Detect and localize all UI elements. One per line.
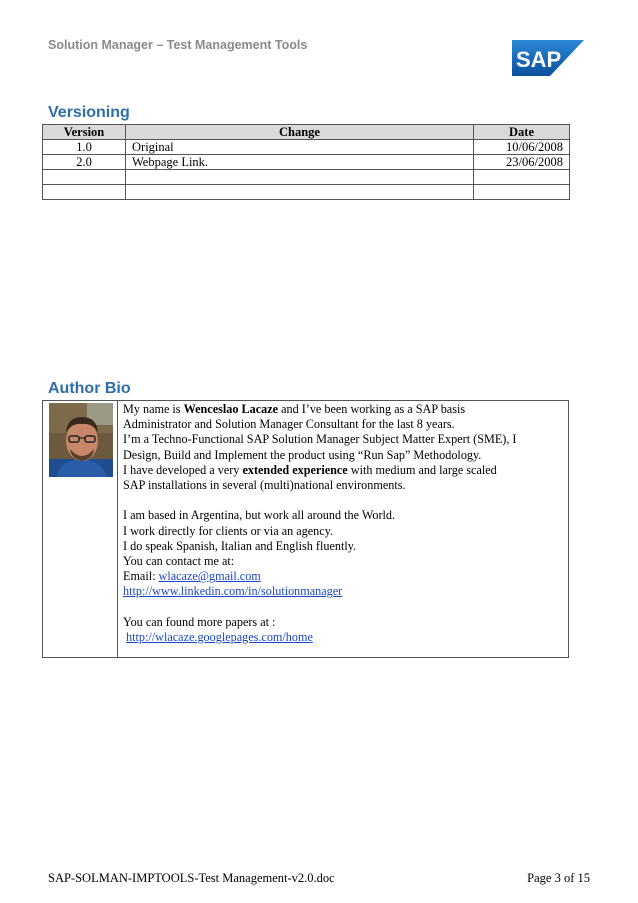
document-header-title: Solution Manager – Test Management Tools — [48, 38, 308, 52]
cell-date: 23/06/2008 — [474, 155, 570, 170]
author-bio-box — [42, 400, 569, 658]
versioning-heading: Versioning — [48, 104, 130, 121]
papers-line — [123, 630, 563, 645]
column-header-date: Date — [474, 125, 570, 140]
cell-empty — [474, 185, 570, 200]
bio-line — [123, 402, 563, 417]
emphasis-text: extended experience — [242, 462, 348, 477]
table-row — [43, 155, 570, 170]
table-row-empty — [43, 185, 570, 200]
table-row-empty — [43, 170, 570, 185]
bio-line: I work directly for clients or via an agency. — [123, 523, 334, 538]
column-divider — [117, 401, 118, 657]
svg-text:SAP: SAP — [516, 47, 562, 72]
cell-empty — [474, 170, 570, 185]
versioning-table — [42, 124, 570, 200]
cell-change: Webpage Link. — [126, 155, 474, 170]
table-header-row — [43, 125, 570, 140]
bio-line: I do speak Spanish, Italian and English fluently. — [123, 538, 357, 553]
cell-empty — [43, 185, 126, 200]
bio-line: You can contact me at: — [123, 554, 235, 569]
author-bio-heading: Author Bio — [48, 380, 131, 397]
footer-page-number: Page 3 of 15 — [527, 871, 590, 885]
bio-text-fragment: I have developed a very — [123, 462, 243, 477]
bio-line: Administrator and Solution Manager Consultant for the last 8 years. — [123, 417, 455, 432]
bio-text-fragment: and I’ve been working as a SAP basis — [278, 402, 466, 416]
cell-empty — [43, 170, 126, 185]
linkedin-line — [123, 584, 563, 599]
cell-change: Original — [126, 140, 474, 155]
bio-line: SAP installations in several (multi)national environments. — [123, 478, 406, 493]
cell-date: 10/06/2008 — [474, 140, 570, 155]
bio-text-fragment: My name is — [123, 402, 184, 416]
papers-link[interactable]: http://wlacaze.googlepages.com/home — [126, 630, 313, 645]
papers-label: You can found more papers at : — [123, 614, 276, 629]
footer-filename: SAP-SOLMAN-IMPTOOLS-Test Management-v2.0.doc — [48, 871, 335, 885]
sap-logo — [512, 40, 584, 76]
author-name: Wenceslao Lacaze — [183, 402, 279, 416]
bio-line: I’m a Techno-Functional SAP Solution Manager Subject Matter Expert (SME), I — [123, 432, 517, 447]
bio-line: I am based in Argentina, but work all around the World. — [123, 508, 396, 523]
email-label: Email: — [123, 569, 159, 584]
cell-empty — [126, 185, 474, 200]
author-photo — [49, 403, 113, 477]
author-bio-text — [123, 402, 563, 645]
cell-version: 2.0 — [43, 155, 126, 170]
cell-empty — [126, 170, 474, 185]
column-header-change: Change — [126, 125, 474, 140]
cell-version: 1.0 — [43, 140, 126, 155]
linkedin-link[interactable]: http://www.linkedin.com/in/solutionmanager — [123, 584, 343, 599]
table-row — [43, 140, 570, 155]
bio-line: Design, Build and Implement the product using “Run Sap” Methodology. — [123, 447, 482, 462]
email-link[interactable]: wlacaze@gmail.com — [158, 569, 261, 584]
bio-text-fragment: with medium and large scaled — [347, 462, 497, 477]
email-line — [123, 569, 563, 584]
column-header-version: Version — [43, 125, 126, 140]
bio-line — [123, 463, 563, 478]
